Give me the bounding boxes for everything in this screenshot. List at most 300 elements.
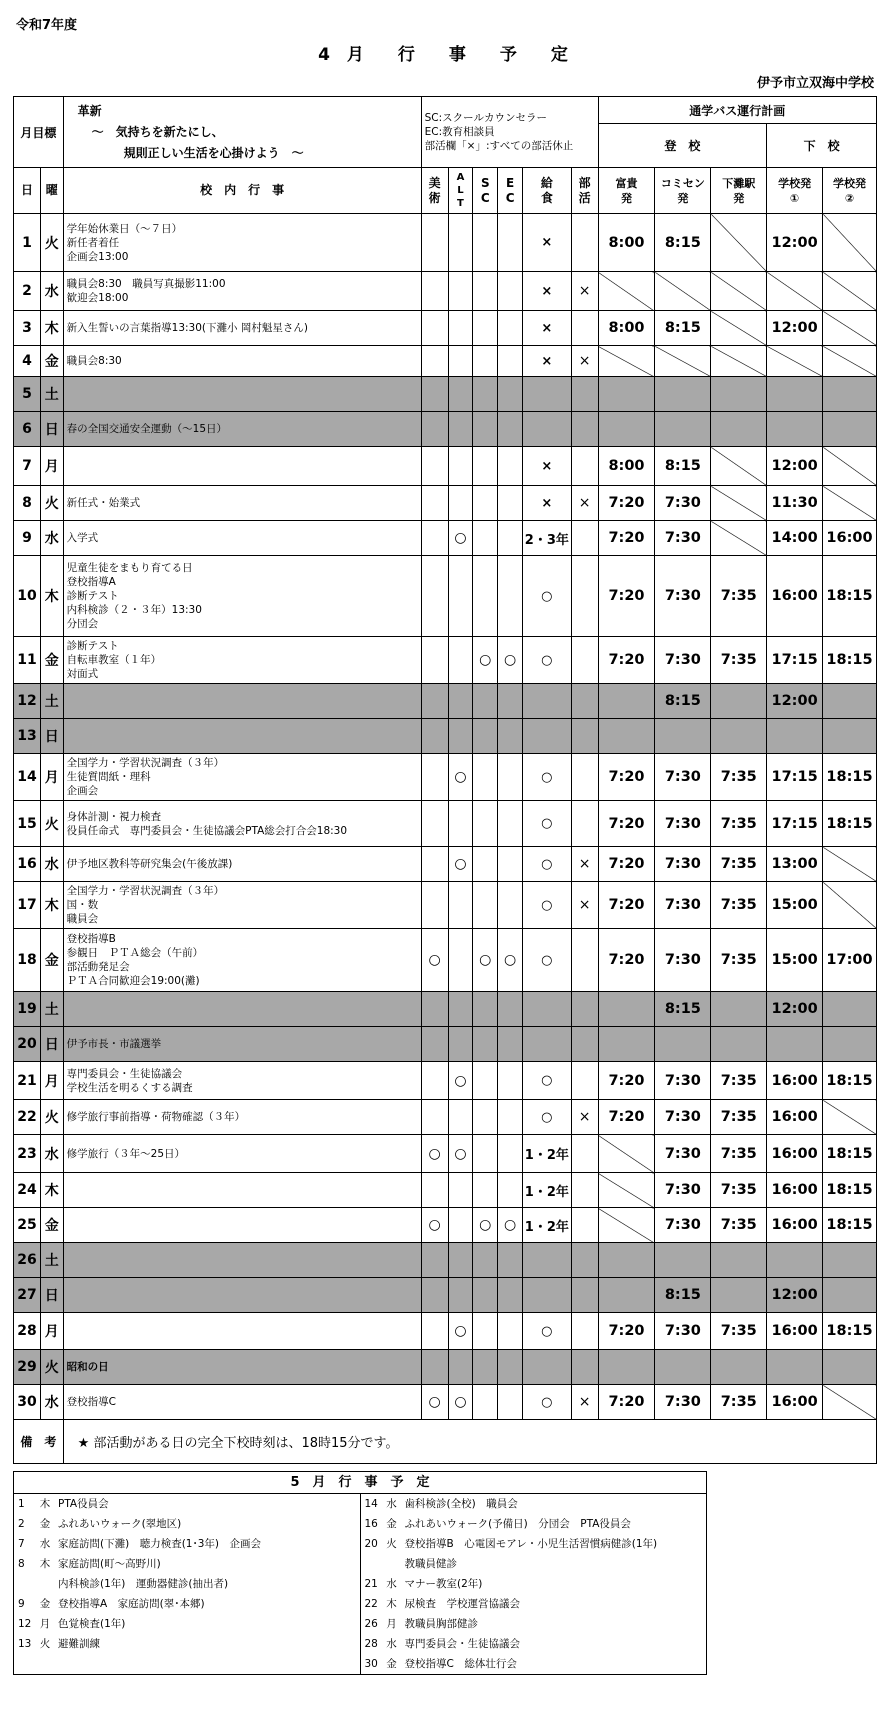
cell-b5: 18:15	[823, 801, 877, 847]
may-weekday: 火	[386, 1538, 397, 1550]
event-cell	[63, 684, 421, 719]
may-list-item	[361, 1534, 707, 1554]
may-list-item	[361, 1514, 707, 1534]
weekday: 月	[40, 447, 63, 486]
cell-b2: 7:30	[655, 882, 711, 929]
cell-b4	[767, 272, 823, 311]
event-cell	[63, 1135, 421, 1173]
cell-b5	[823, 272, 877, 311]
event-line: 部活動発足会	[66, 961, 130, 973]
table-row	[14, 801, 877, 847]
cell-ec	[498, 1313, 523, 1350]
may-list-item	[361, 1614, 707, 1634]
weekday: 木	[40, 882, 63, 929]
cell-b1: 7:20	[598, 556, 655, 637]
cell-b5	[823, 412, 877, 447]
weekday: 日	[40, 1027, 63, 1062]
may-day: 20	[364, 1538, 378, 1550]
table-row	[14, 1027, 877, 1062]
april-schedule-table	[13, 96, 877, 1464]
may-weekday: 木	[39, 1498, 51, 1510]
cell-b1: 7:20	[598, 801, 655, 847]
cell-b4: 17:15	[767, 801, 823, 847]
cell-bu	[571, 1135, 598, 1173]
cell-b1: 8:00	[598, 447, 655, 486]
event-line: 分団会	[66, 618, 99, 630]
cell-b2: 7:30	[655, 486, 711, 521]
cell-b4	[767, 1350, 823, 1385]
event-line: 全国学力・学習状況調査（３年）	[66, 757, 225, 769]
monthly-goal: 革新 ～ 気持ちを新たにし、 規則正しい生活を心掛けよう ～	[63, 97, 421, 168]
cell-b4	[767, 412, 823, 447]
event-line: 診断テスト	[66, 640, 119, 652]
weekday: 月	[40, 754, 63, 801]
weekday: 日	[40, 412, 63, 447]
cell-b4: 13:00	[767, 847, 823, 882]
cell-sc	[473, 1243, 498, 1278]
cell-sc	[473, 377, 498, 412]
cell-sc	[473, 214, 498, 272]
cell-bu	[571, 521, 598, 556]
cell-sc	[473, 1062, 498, 1100]
table-row	[14, 1208, 877, 1243]
may-weekday	[36, 1574, 54, 1594]
day-number: 10	[14, 556, 41, 637]
cell-b5	[823, 377, 877, 412]
cell-b3: 7:35	[711, 929, 767, 992]
may-event: 内科検診(1年) 運動器健診(抽出者)	[58, 1578, 229, 1590]
cell-b2: 7:30	[655, 521, 711, 556]
weekday: 木	[40, 1173, 63, 1208]
cell-ec	[498, 1243, 523, 1278]
cell-b1: 7:20	[598, 1385, 655, 1420]
cell-b3	[711, 684, 767, 719]
cell-b3: 7:35	[711, 1313, 767, 1350]
cell-art	[421, 1278, 448, 1313]
cell-sc	[473, 1385, 498, 1420]
may-day: 12	[18, 1618, 32, 1630]
event-cell	[63, 1173, 421, 1208]
cell-ec	[498, 992, 523, 1027]
cell-b4: 16:00	[767, 1135, 823, 1173]
may-day: 13	[18, 1638, 32, 1650]
table-row	[14, 929, 877, 992]
cell-alt	[448, 412, 473, 447]
cell-bu	[571, 1278, 598, 1313]
cell-b1	[598, 412, 655, 447]
notes-label: 備 考	[14, 1420, 64, 1464]
col-sc: S C	[473, 168, 498, 214]
may-weekday: 水	[39, 1538, 51, 1550]
cell-b1	[598, 1350, 655, 1385]
cell-kyu: ○	[523, 1385, 572, 1420]
cell-b2: 7:30	[655, 754, 711, 801]
event-line: 企画会	[66, 785, 99, 797]
cell-b1	[598, 377, 655, 412]
cell-bu	[571, 377, 598, 412]
cell-b1: 7:20	[598, 486, 655, 521]
cell-ec	[498, 447, 523, 486]
cell-b3	[711, 1350, 767, 1385]
cell-bu	[571, 719, 598, 754]
table-row	[14, 272, 877, 311]
cell-b2	[655, 272, 711, 311]
cell-b3	[711, 1027, 767, 1062]
cell-b4: 16:00	[767, 1208, 823, 1243]
cell-ec	[498, 346, 523, 377]
may-day: 8	[18, 1558, 25, 1570]
cell-b2: 7:30	[655, 1208, 711, 1243]
event-line: 登校指導A	[66, 576, 116, 588]
cell-art	[421, 801, 448, 847]
cell-b4: 17:15	[767, 754, 823, 801]
cell-alt	[448, 214, 473, 272]
cell-kyu: 1・2年	[523, 1135, 572, 1173]
event-cell	[63, 214, 421, 272]
may-day: 7	[18, 1538, 25, 1550]
may-day: 22	[364, 1598, 378, 1610]
weekday: 火	[40, 1100, 63, 1135]
cell-kyu: 2・3年	[523, 521, 572, 556]
cell-b4	[767, 346, 823, 377]
cell-b4	[767, 1027, 823, 1062]
cell-ec	[498, 1350, 523, 1385]
may-event: ふれあいウォーク(予備日) 分団会 PTA役員会	[404, 1518, 631, 1530]
may-title: 5 月 行 事 予 定	[14, 1472, 706, 1494]
cell-b3: 7:35	[711, 882, 767, 929]
cell-art: ○	[421, 1135, 448, 1173]
weekday: 水	[40, 272, 63, 311]
event-cell	[63, 1278, 421, 1313]
cell-sc	[473, 1173, 498, 1208]
cell-alt	[448, 447, 473, 486]
event-line: 国・数	[66, 899, 99, 911]
may-weekday: 金	[386, 1658, 397, 1670]
cell-kyu: ×	[523, 214, 572, 272]
notes-row	[14, 1420, 877, 1464]
may-weekday: 水	[386, 1638, 397, 1650]
cell-b5: 18:15	[823, 1313, 877, 1350]
cell-ec	[498, 847, 523, 882]
cell-b3: 7:35	[711, 754, 767, 801]
cell-b3	[711, 272, 767, 311]
cell-art	[421, 1062, 448, 1100]
weekday: 木	[40, 311, 63, 346]
weekday: 日	[40, 1278, 63, 1313]
may-event: 色覚検査(1年)	[58, 1618, 126, 1630]
event-line: 歓迎会18:00	[66, 292, 129, 304]
weekday: 月	[40, 1062, 63, 1100]
cell-alt	[448, 801, 473, 847]
cell-b3	[711, 311, 767, 346]
may-list-item	[361, 1554, 707, 1574]
cell-b3	[711, 214, 767, 272]
cell-b2	[655, 1350, 711, 1385]
cell-bu	[571, 1208, 598, 1243]
cell-b1: 7:20	[598, 754, 655, 801]
event-cell	[63, 346, 421, 377]
cell-b3	[711, 346, 767, 377]
cell-b3: 7:35	[711, 1100, 767, 1135]
cell-kyu: 1・2年	[523, 1208, 572, 1243]
cell-kyu: ○	[523, 929, 572, 992]
may-list-item	[14, 1654, 360, 1674]
cell-art	[421, 719, 448, 754]
cell-ec	[498, 801, 523, 847]
may-event: 家庭訪問(町～高野川)	[58, 1558, 161, 1570]
cell-sc	[473, 521, 498, 556]
cell-sc: ○	[473, 929, 498, 992]
event-line: 自転車教室（１年）	[66, 654, 162, 666]
may-list-item	[361, 1594, 707, 1614]
day-number: 17	[14, 882, 41, 929]
cell-bu	[571, 992, 598, 1027]
may-day: 14	[364, 1498, 378, 1510]
day-number: 7	[14, 447, 41, 486]
weekday: 土	[40, 992, 63, 1027]
may-weekday: 金	[39, 1598, 51, 1610]
cell-kyu: ×	[523, 486, 572, 521]
cell-ec	[498, 521, 523, 556]
weekday: 日	[40, 719, 63, 754]
event-cell	[63, 882, 421, 929]
may-event: 登校指導C 総体壮行会	[404, 1658, 517, 1670]
cell-art	[421, 1350, 448, 1385]
weekday: 金	[40, 929, 63, 992]
weekday: 水	[40, 1135, 63, 1173]
event-cell	[63, 447, 421, 486]
may-list-item	[361, 1494, 707, 1514]
event-line: 対面式	[66, 668, 99, 680]
cell-b5	[823, 719, 877, 754]
may-left-column	[14, 1494, 361, 1674]
weekday: 木	[40, 556, 63, 637]
cell-ec	[498, 214, 523, 272]
may-event: ふれあいウォーク(翠地区)	[58, 1518, 182, 1530]
cell-b5: 18:15	[823, 1135, 877, 1173]
may-weekday: 火	[39, 1638, 51, 1650]
cell-b1: 7:20	[598, 1313, 655, 1350]
cell-alt	[448, 1208, 473, 1243]
cell-kyu: ○	[523, 882, 572, 929]
day-number: 1	[14, 214, 41, 272]
weekday: 水	[40, 847, 63, 882]
may-list-item	[14, 1534, 360, 1554]
cell-kyu: ○	[523, 1100, 572, 1135]
cell-b4: 12:00	[767, 1278, 823, 1313]
weekday: 金	[40, 346, 63, 377]
may-event: 尿検査 学校運営協議会	[404, 1598, 520, 1610]
cell-b5	[823, 1027, 877, 1062]
weekday: 水	[40, 521, 63, 556]
cell-alt: ○	[448, 1313, 473, 1350]
cell-b4: 16:00	[767, 1173, 823, 1208]
event-line: 登校指導C	[66, 1396, 116, 1408]
weekday: 水	[40, 1385, 63, 1420]
cell-bu	[571, 754, 598, 801]
cell-art	[421, 346, 448, 377]
cell-b2: 7:30	[655, 801, 711, 847]
event-line: 生徒質問紙・理科	[66, 771, 151, 783]
cell-sc	[473, 847, 498, 882]
may-list-item	[361, 1634, 707, 1654]
may-weekday: 金	[39, 1518, 51, 1530]
cell-b4: 15:00	[767, 882, 823, 929]
table-row	[14, 637, 877, 684]
cell-b4: 11:30	[767, 486, 823, 521]
weekday: 金	[40, 1208, 63, 1243]
cell-alt	[448, 882, 473, 929]
may-event: 専門委員会・生徒協議会	[404, 1638, 520, 1650]
cell-art	[421, 214, 448, 272]
weekday: 火	[40, 801, 63, 847]
cell-b5	[823, 214, 877, 272]
cell-b2: 8:15	[655, 684, 711, 719]
table-row	[14, 412, 877, 447]
event-cell	[63, 801, 421, 847]
cell-art: ○	[421, 1385, 448, 1420]
day-number: 16	[14, 847, 41, 882]
event-line: 企画会13:00	[66, 250, 129, 263]
cell-b2: 8:15	[655, 447, 711, 486]
cell-b2	[655, 346, 711, 377]
cell-sc	[473, 684, 498, 719]
cell-art	[421, 556, 448, 637]
table-row	[14, 214, 877, 272]
event-cell	[63, 1027, 421, 1062]
cell-art	[421, 637, 448, 684]
cell-sc	[473, 272, 498, 311]
cell-b4: 12:00	[767, 214, 823, 272]
cell-ec	[498, 754, 523, 801]
event-cell	[63, 719, 421, 754]
cell-b3	[711, 1243, 767, 1278]
day-number: 12	[14, 684, 41, 719]
cell-b2: 7:30	[655, 847, 711, 882]
cell-b1	[598, 1243, 655, 1278]
cell-b4: 12:00	[767, 447, 823, 486]
col-lunch: 給 食	[523, 168, 572, 214]
fiscal-year: 令和7年度	[16, 18, 78, 33]
cell-art	[421, 272, 448, 311]
cell-kyu	[523, 992, 572, 1027]
cell-alt: ○	[448, 1385, 473, 1420]
cell-b1: 7:20	[598, 521, 655, 556]
event-cell	[63, 637, 421, 684]
event-cell	[63, 1208, 421, 1243]
cell-b4	[767, 377, 823, 412]
cell-alt	[448, 929, 473, 992]
cell-bu: ×	[571, 1385, 598, 1420]
cell-b1	[598, 684, 655, 719]
cell-art	[421, 1100, 448, 1135]
may-day: 1	[18, 1498, 25, 1510]
cell-b5: 18:15	[823, 754, 877, 801]
may-weekday	[383, 1554, 401, 1574]
cell-kyu	[523, 684, 572, 719]
cell-ec	[498, 556, 523, 637]
weekday: 土	[40, 684, 63, 719]
cell-alt	[448, 272, 473, 311]
cell-bu	[571, 447, 598, 486]
cell-alt	[448, 556, 473, 637]
cell-ec	[498, 719, 523, 754]
table-row	[14, 447, 877, 486]
cell-bu: ×	[571, 882, 598, 929]
event-line: 昭和の日	[66, 1361, 109, 1373]
col-ec: E C	[498, 168, 523, 214]
may-list-item	[14, 1494, 360, 1514]
day-number: 4	[14, 346, 41, 377]
may-day: 9	[18, 1598, 25, 1610]
may-event: 教職員健診	[404, 1558, 457, 1570]
col-fuki: 富貴 発	[598, 168, 655, 214]
cell-art	[421, 1313, 448, 1350]
cell-kyu	[523, 1027, 572, 1062]
may-day: 26	[364, 1618, 378, 1630]
cell-b1: 7:20	[598, 929, 655, 992]
may-weekday: 木	[386, 1598, 397, 1610]
cell-b2	[655, 1243, 711, 1278]
event-cell	[63, 377, 421, 412]
table-row	[14, 1313, 877, 1350]
cell-art	[421, 882, 448, 929]
cell-b1	[598, 992, 655, 1027]
cell-b1	[598, 1173, 655, 1208]
table-row	[14, 486, 877, 521]
may-day	[361, 1554, 383, 1574]
table-row	[14, 521, 877, 556]
event-line: 職員会8:30 職員写真撮影11:00	[66, 278, 226, 290]
may-list-item	[361, 1654, 707, 1674]
may-right-column	[361, 1494, 707, 1674]
cell-sc	[473, 486, 498, 521]
cell-b1	[598, 272, 655, 311]
cell-kyu: ×	[523, 346, 572, 377]
cell-bu	[571, 684, 598, 719]
may-event: 教職員胸部健診	[404, 1618, 478, 1630]
cell-b3	[711, 486, 767, 521]
cell-ec	[498, 1385, 523, 1420]
cell-bu	[571, 1027, 598, 1062]
table-row	[14, 1173, 877, 1208]
col-school-dep-2: 学校発 ②	[823, 168, 877, 214]
event-line: 新任者着任	[66, 236, 120, 249]
may-day	[14, 1574, 36, 1594]
cell-sc: ○	[473, 637, 498, 684]
cell-b2: 8:15	[655, 992, 711, 1027]
event-line: 春の全国交通安全運動（～15日）	[66, 423, 228, 435]
cell-b1	[598, 1208, 655, 1243]
cell-ec	[498, 311, 523, 346]
cell-bu: ×	[571, 346, 598, 377]
may-event: マナー教室(2年)	[404, 1578, 483, 1590]
col-school-dep-1: 学校発 ①	[767, 168, 823, 214]
cell-b5: 18:15	[823, 1173, 877, 1208]
day-number: 11	[14, 637, 41, 684]
cell-sc: ○	[473, 1208, 498, 1243]
cell-b4: 12:00	[767, 992, 823, 1027]
cell-bu: ×	[571, 847, 598, 882]
cell-sc	[473, 882, 498, 929]
cell-b3: 7:35	[711, 847, 767, 882]
event-line: 役員任命式 専門委員会・生徒協議会PTA総会打合会18:30	[66, 824, 348, 837]
cell-sc	[473, 447, 498, 486]
event-cell	[63, 311, 421, 346]
cell-b5: 18:15	[823, 1062, 877, 1100]
cell-sc	[473, 1100, 498, 1135]
cell-b1: 7:20	[598, 1062, 655, 1100]
